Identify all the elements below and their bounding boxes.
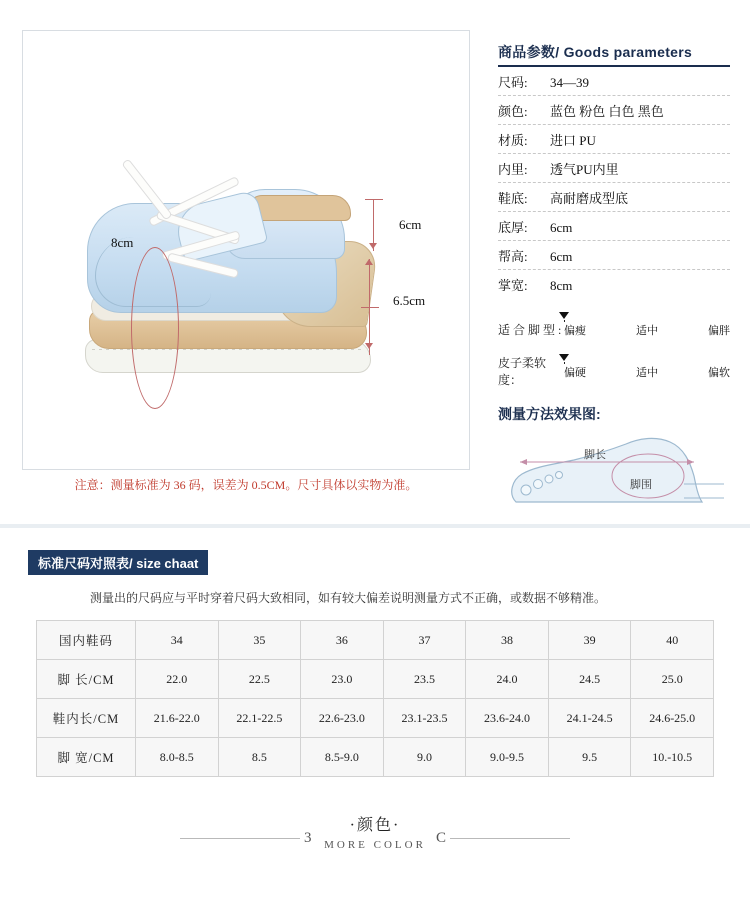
measure-label-left: 8cm (111, 235, 134, 250)
goods-parameters-title-en: / Goods parameters (555, 44, 693, 60)
size-chart-table (36, 620, 714, 777)
scale-divider (564, 320, 565, 322)
height-measure-arrow (365, 259, 373, 265)
measure-method-title: 测量方法效果图: (498, 406, 601, 422)
more-color-footer (0, 812, 750, 851)
goods-parameters-title-cn: 商品参数 (498, 44, 556, 60)
table-cell: 25.0 (631, 660, 714, 699)
param-value: 透气PU内里 (550, 162, 619, 177)
scale-tick-label: 偏瘦 (564, 325, 586, 337)
scale-label: 适 合 脚 型 : (498, 322, 562, 337)
table-cell: 23.0 (301, 660, 384, 699)
param-key: 内里: (498, 162, 528, 177)
goods-parameters-panel (498, 42, 730, 404)
param-row (498, 270, 730, 298)
param-value: 34—39 (550, 75, 589, 90)
table-cell: 8.5 (218, 738, 301, 777)
param-key: 帮高: (498, 249, 528, 264)
fit-scale-foot-shape (498, 320, 730, 338)
table-row-header: 国内鞋码 (37, 621, 136, 660)
table-row-header: 鞋内长/CM (37, 699, 136, 738)
height-measure-arrow (369, 243, 377, 249)
scale-box (564, 320, 730, 338)
param-value: 6cm (550, 220, 573, 235)
fit-scale-leather-softness (498, 354, 730, 388)
footer-rule-left (180, 838, 300, 839)
scale-box (564, 362, 730, 380)
param-key: 掌宽: (498, 278, 528, 293)
param-value: 高耐磨成型底 (550, 191, 629, 206)
table-cell: 21.6-22.0 (136, 699, 219, 738)
table-cell: 36 (301, 621, 384, 660)
shoe-illustration (81, 181, 381, 411)
height-measure-tick (361, 307, 379, 308)
table-cell: 22.0 (136, 660, 219, 699)
table-cell: 8.0-8.5 (136, 738, 219, 777)
table-cell: 37 (383, 621, 466, 660)
table-row-header: 脚 长/CM (37, 660, 136, 699)
param-value: 8cm (550, 278, 573, 293)
param-value: 进口 PU (550, 133, 596, 148)
table-cell: 8.5-9.0 (301, 738, 384, 777)
measure-label-top: 6cm (399, 217, 422, 232)
footer-rule-right (450, 838, 570, 839)
size-chart-title (28, 550, 208, 575)
scale-tick-label: 适中 (636, 325, 658, 337)
param-row (498, 67, 730, 96)
param-row (498, 96, 730, 125)
param-value: 蓝色 粉色 白色 黑色 (550, 104, 664, 119)
height-measure-tick (365, 199, 383, 200)
scale-tick-label: 适中 (636, 367, 658, 379)
table-cell: 22.6-23.0 (301, 699, 384, 738)
table-cell: 23.6-24.0 (466, 699, 549, 738)
scale-ticks (564, 322, 730, 338)
table-cell: 24.6-25.0 (631, 699, 714, 738)
scale-label: 皮子柔软度： (498, 356, 547, 387)
param-key: 颜色: (498, 104, 528, 119)
scale-tick-label: 偏硬 (564, 367, 586, 379)
size-chart-title-cn: 标准尺码对照表 (38, 556, 130, 571)
param-row (498, 241, 730, 270)
product-photo-frame (22, 30, 470, 470)
foot-outline-icon (498, 428, 732, 510)
footer-title-cn: ·颜色· (349, 817, 401, 834)
param-row (498, 212, 730, 241)
table-cell: 24.1-24.5 (548, 699, 631, 738)
table-row (37, 699, 714, 738)
product-photo (23, 31, 469, 469)
scale-marker-icon (559, 354, 569, 361)
size-chart-title-wrap (28, 550, 750, 575)
measure-label-bottom: 6.5cm (393, 293, 426, 308)
size-chart-section (0, 528, 750, 777)
table-cell: 10.-10.5 (631, 738, 714, 777)
table-row (37, 660, 714, 699)
table-cell: 22.1-22.5 (218, 699, 301, 738)
scale-ticks (564, 364, 730, 380)
table-cell: 34 (136, 621, 219, 660)
param-key: 材质: (498, 133, 528, 148)
param-row (498, 125, 730, 154)
table-row (37, 621, 714, 660)
table-row (37, 738, 714, 777)
table-cell: 40 (631, 621, 714, 660)
scale-marker-icon (559, 312, 569, 319)
table-cell: 9.0 (383, 738, 466, 777)
foot-length-label: 脚长 (584, 449, 606, 461)
table-row-header: 脚 宽/CM (37, 738, 136, 777)
param-key: 鞋底: (498, 191, 528, 206)
param-value: 6cm (550, 249, 573, 264)
width-measure-ellipse (131, 247, 179, 409)
scale-tick-label: 偏软 (708, 367, 730, 379)
foot-girth-label: 脚围 (630, 479, 652, 491)
param-row (498, 154, 730, 183)
size-chart-title-en: / size chaat (129, 556, 199, 571)
table-cell: 38 (466, 621, 549, 660)
footer-mark-left: 3 (304, 830, 312, 846)
table-cell: 24.0 (466, 660, 549, 699)
foot-measure-diagram (498, 428, 732, 510)
fit-scales (498, 320, 730, 388)
table-cell: 24.5 (548, 660, 631, 699)
size-chart-note: 测量出的尺码应与平时穿着尺码大致相同，如有较大偏差说明测量方式不正确，或数据不够精准。 (90, 591, 607, 605)
table-cell: 39 (548, 621, 631, 660)
param-key: 底厚: (498, 220, 528, 235)
shoe-collar-lining (247, 195, 351, 221)
table-cell: 35 (218, 621, 301, 660)
table-cell: 22.5 (218, 660, 301, 699)
scale-divider (564, 362, 565, 364)
table-cell: 9.5 (548, 738, 631, 777)
scale-tick-label: 偏胖 (708, 325, 730, 337)
table-cell: 9.0-9.5 (466, 738, 549, 777)
height-measure-arrow (365, 343, 373, 349)
footer-mark-right: C (435, 830, 446, 846)
goods-parameters-title (498, 42, 730, 67)
param-key: 尺码: (498, 75, 528, 90)
measure-note: 注意：测量标准为 36 码，误差为 0.5CM。尺寸具体以实物为准。 (74, 478, 418, 492)
footer-title-en: MORE COLOR (324, 839, 426, 851)
table-cell: 23.5 (383, 660, 466, 699)
table-cell: 23.1-23.5 (383, 699, 466, 738)
param-row (498, 183, 730, 212)
